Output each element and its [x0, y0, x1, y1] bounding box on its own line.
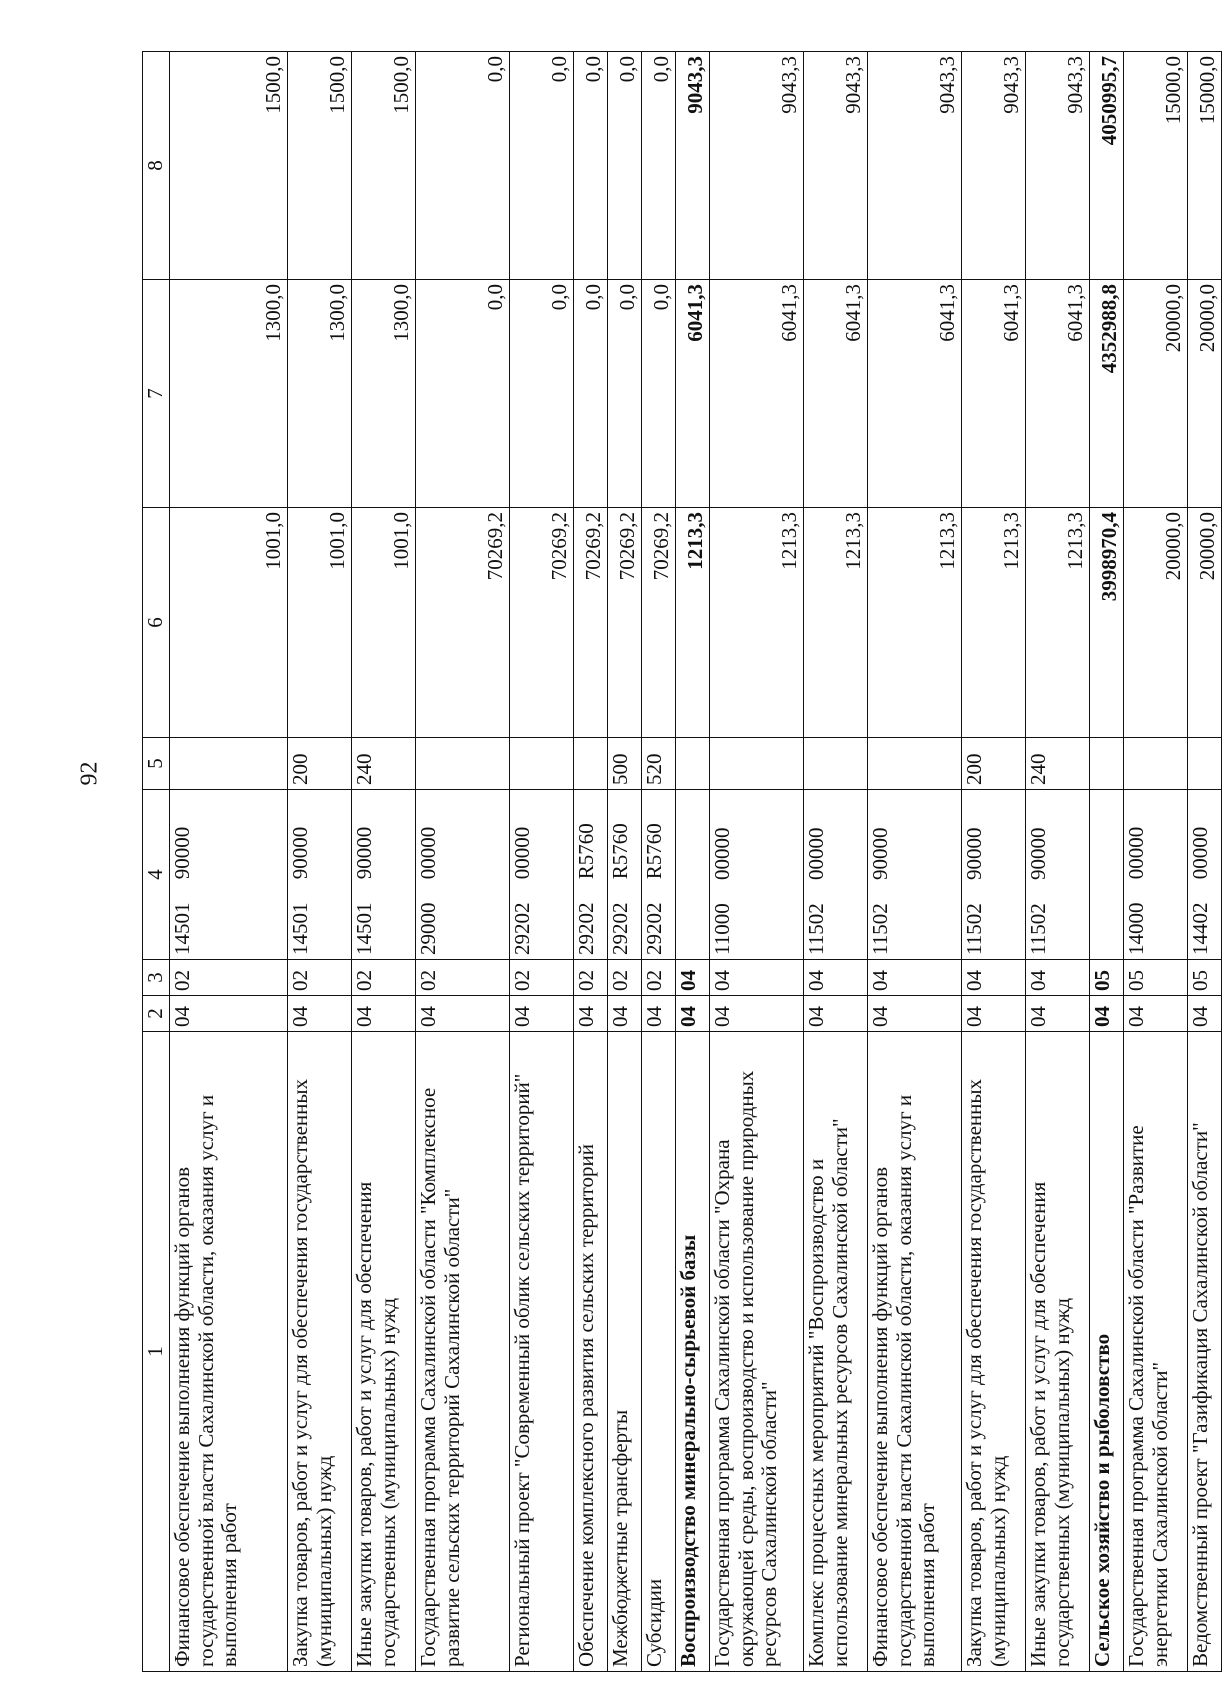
column-header-3: 3	[143, 960, 170, 996]
subsection-code: 05	[1188, 960, 1222, 996]
section-code: 04	[574, 996, 608, 1032]
amount-col-6: 1001,0	[352, 508, 416, 738]
expense-type-code: 240	[1026, 738, 1090, 790]
subsection-code: 02	[510, 960, 574, 996]
section-code: 04	[1090, 996, 1124, 1032]
page-number: 92	[76, 761, 103, 786]
section-code: 04	[416, 996, 510, 1032]
target-article-code	[1090, 790, 1124, 960]
subsection-code: 02	[170, 960, 288, 996]
subsection-code: 04	[710, 960, 804, 996]
table-row	[710, 52, 804, 1672]
amount-col-8: 15000,0	[1188, 52, 1222, 280]
expense-type-code	[574, 738, 608, 790]
amount-col-7: 0,0	[608, 280, 642, 508]
target-article-code: 29000 00000	[416, 790, 510, 960]
amount-col-6: 1001,0	[288, 508, 352, 738]
target-article-code: 29202 R5760	[642, 790, 676, 960]
subsection-code: 02	[574, 960, 608, 996]
target-article-code: 11502 90000	[1026, 790, 1090, 960]
amount-col-6: 70269,2	[416, 508, 510, 738]
subsection-code: 04	[962, 960, 1026, 996]
target-article-code: 14501 90000	[352, 790, 416, 960]
table-row	[642, 52, 676, 1672]
amount-col-6: 20000,0	[1188, 508, 1222, 738]
amount-col-7: 4352988,8	[1090, 280, 1124, 508]
amount-col-8: 15000,0	[1124, 52, 1188, 280]
row-name: Региональный проект "Современный облик сельских территорий"	[510, 1032, 574, 1672]
target-article-code: 29202 00000	[510, 790, 574, 960]
amount-col-6: 1213,3	[804, 508, 868, 738]
table-row	[676, 52, 710, 1672]
amount-col-6: 3998970,4	[1090, 508, 1124, 738]
column-header-7: 7	[143, 280, 170, 508]
amount-col-8: 1500,0	[352, 52, 416, 280]
subsection-code: 04	[804, 960, 868, 996]
expense-type-code: 240	[352, 738, 416, 790]
expense-type-code: 520	[642, 738, 676, 790]
target-article-code: 14501 90000	[288, 790, 352, 960]
expense-type-code: 200	[962, 738, 1026, 790]
row-name: Межбюджетные трансферты	[608, 1032, 642, 1672]
section-code: 04	[1026, 996, 1090, 1032]
expense-type-code	[676, 738, 710, 790]
amount-col-7: 0,0	[416, 280, 510, 508]
target-article-code: 11502 00000	[804, 790, 868, 960]
row-name: Воспроизводство минерально-сырьевой базы	[676, 1032, 710, 1672]
section-code: 04	[1124, 996, 1188, 1032]
target-article-code: 14000 00000	[1124, 790, 1188, 960]
table-row	[962, 52, 1026, 1672]
amount-col-8: 1500,0	[288, 52, 352, 280]
row-name: Обеспечение комплексного развития сельских территорий	[574, 1032, 608, 1672]
amount-col-7: 0,0	[510, 280, 574, 508]
section-code: 04	[288, 996, 352, 1032]
amount-col-6: 1213,3	[1026, 508, 1090, 738]
table-row	[416, 52, 510, 1672]
header-row	[143, 52, 170, 1672]
subsection-code: 02	[416, 960, 510, 996]
row-name: Иные закупки товаров, работ и услуг для обеспечения государственных (муниципальных) нужд	[1026, 1032, 1090, 1672]
row-name: Субсидии	[642, 1032, 676, 1672]
amount-col-8: 9043,3	[676, 52, 710, 280]
table-row	[1026, 52, 1090, 1672]
amount-col-7: 6041,3	[868, 280, 962, 508]
column-header-4: 4	[143, 790, 170, 960]
target-article-code: 14402 00000	[1188, 790, 1222, 960]
expense-type-code	[416, 738, 510, 790]
column-header-8: 8	[143, 52, 170, 280]
amount-col-6: 1213,3	[676, 508, 710, 738]
row-name: Сельское хозяйство и рыболовство	[1090, 1032, 1124, 1672]
amount-col-8: 0,0	[642, 52, 676, 280]
expense-type-code	[868, 738, 962, 790]
target-article-code: 14501 90000	[170, 790, 288, 960]
section-code: 04	[962, 996, 1026, 1032]
row-name: Государственная программа Сахалинской области "Комплексное развитие сельских территорий Сахалинской области"	[416, 1032, 510, 1672]
amount-col-6: 1213,3	[710, 508, 804, 738]
row-name: Финансовое обеспечение выполнения функций органов государственной власти Сахалинской области, оказания услуг и выполнения работ	[868, 1032, 962, 1672]
section-code: 04	[352, 996, 416, 1032]
section-code: 04	[1188, 996, 1222, 1032]
column-header-1: 1	[143, 1032, 170, 1672]
expense-type-code	[710, 738, 804, 790]
table-row	[288, 52, 352, 1672]
subsection-code: 02	[352, 960, 416, 996]
amount-col-8: 0,0	[574, 52, 608, 280]
amount-col-6: 1001,0	[170, 508, 288, 738]
target-article-code: 11502 90000	[962, 790, 1026, 960]
amount-col-8: 9043,3	[710, 52, 804, 280]
table-row	[1090, 52, 1124, 1672]
amount-col-7: 6041,3	[962, 280, 1026, 508]
amount-col-7: 1300,0	[170, 280, 288, 508]
table-row	[804, 52, 868, 1672]
row-name: Закупка товаров, работ и услуг для обеспечения государственных (муниципальных) нужд	[962, 1032, 1026, 1672]
budget-table	[142, 51, 1222, 1672]
table-row	[510, 52, 574, 1672]
row-name: Ведомственный проект "Газификация Сахалинской области"	[1188, 1032, 1222, 1672]
row-name: Государственная программа Сахалинской области "Развитие энергетики Сахалинской области"	[1124, 1032, 1188, 1672]
section-code: 04	[868, 996, 962, 1032]
table-row	[1124, 52, 1188, 1672]
expense-type-code	[1124, 738, 1188, 790]
rotated-page-content	[142, 52, 1220, 1672]
subsection-code: 05	[1090, 960, 1124, 996]
table-row	[868, 52, 962, 1672]
table-row	[170, 52, 288, 1672]
section-code: 04	[608, 996, 642, 1032]
row-name: Иные закупки товаров, работ и услуг для обеспечения государственных (муниципальных) нужд	[352, 1032, 416, 1672]
expense-type-code	[510, 738, 574, 790]
subsection-code: 02	[642, 960, 676, 996]
subsection-code: 02	[288, 960, 352, 996]
expense-type-code	[1188, 738, 1222, 790]
subsection-code: 04	[676, 960, 710, 996]
section-code: 04	[710, 996, 804, 1032]
amount-col-8: 1500,0	[170, 52, 288, 280]
amount-col-6: 70269,2	[510, 508, 574, 738]
table-row	[574, 52, 608, 1672]
amount-col-6: 1213,3	[868, 508, 962, 738]
target-article-code	[676, 790, 710, 960]
target-article-code: 29202 R5760	[574, 790, 608, 960]
row-name: Финансовое обеспечение выполнения функций органов государственной власти Сахалинской области, оказания услуг и выполнения работ	[170, 1032, 288, 1672]
amount-col-8: 4050995,7	[1090, 52, 1124, 280]
table-row	[1188, 52, 1222, 1672]
amount-col-7: 1300,0	[352, 280, 416, 508]
table-row	[608, 52, 642, 1672]
amount-col-8: 0,0	[510, 52, 574, 280]
amount-col-8: 9043,3	[962, 52, 1026, 280]
amount-col-7: 6041,3	[804, 280, 868, 508]
section-code: 04	[510, 996, 574, 1032]
amount-col-6: 20000,0	[1124, 508, 1188, 738]
row-name: Закупка товаров, работ и услуг для обеспечения государственных (муниципальных) нужд	[288, 1032, 352, 1672]
amount-col-7: 1300,0	[288, 280, 352, 508]
subsection-code: 04	[868, 960, 962, 996]
amount-col-8: 9043,3	[1026, 52, 1090, 280]
expense-type-code: 200	[288, 738, 352, 790]
section-code: 04	[804, 996, 868, 1032]
expense-type-code: 500	[608, 738, 642, 790]
amount-col-8: 9043,3	[868, 52, 962, 280]
amount-col-7: 0,0	[642, 280, 676, 508]
amount-col-7: 6041,3	[1026, 280, 1090, 508]
subsection-code: 02	[608, 960, 642, 996]
row-name: Государственная программа Сахалинской области "Охрана окружающей среды, воспроизводство и использование природных ресурсов Сахалинской области"	[710, 1032, 804, 1672]
target-article-code: 11502 90000	[868, 790, 962, 960]
section-code: 04	[170, 996, 288, 1032]
amount-col-8: 0,0	[416, 52, 510, 280]
amount-col-6: 70269,2	[574, 508, 608, 738]
amount-col-7: 6041,3	[710, 280, 804, 508]
column-header-2: 2	[143, 996, 170, 1032]
amount-col-7: 6041,3	[676, 280, 710, 508]
column-header-6: 6	[143, 508, 170, 738]
expense-type-code	[1090, 738, 1124, 790]
amount-col-7: 0,0	[574, 280, 608, 508]
expense-type-code	[170, 738, 288, 790]
subsection-code: 04	[1026, 960, 1090, 996]
expense-type-code	[804, 738, 868, 790]
amount-col-8: 9043,3	[804, 52, 868, 280]
amount-col-8: 0,0	[608, 52, 642, 280]
amount-col-7: 20000,0	[1188, 280, 1222, 508]
row-name: Комплекс процессных мероприятий "Воспроизводство и использование минеральных ресурсов Сахалинской области"	[804, 1032, 868, 1672]
subsection-code: 05	[1124, 960, 1188, 996]
amount-col-6: 70269,2	[608, 508, 642, 738]
amount-col-6: 70269,2	[642, 508, 676, 738]
section-code: 04	[676, 996, 710, 1032]
column-header-5: 5	[143, 738, 170, 790]
table-body	[170, 52, 1222, 1672]
target-article-code: 11000 00000	[710, 790, 804, 960]
target-article-code: 29202 R5760	[608, 790, 642, 960]
table-row	[352, 52, 416, 1672]
amount-col-6: 1213,3	[962, 508, 1026, 738]
amount-col-7: 20000,0	[1124, 280, 1188, 508]
section-code: 04	[642, 996, 676, 1032]
